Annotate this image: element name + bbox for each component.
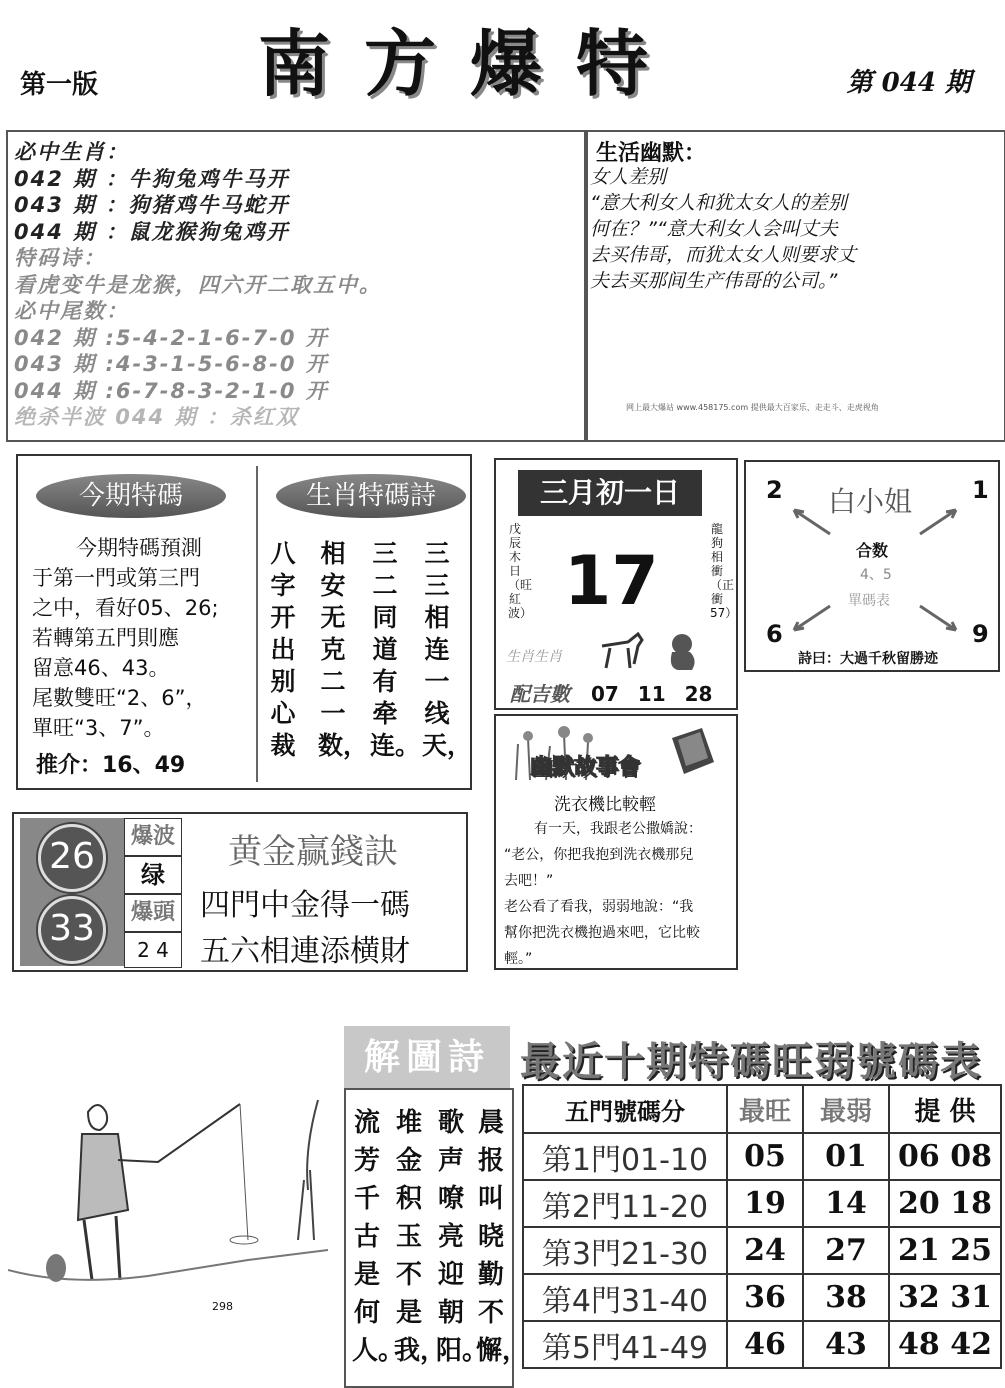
humor-title: 生活幽默： (596, 141, 707, 166)
gold-title: 黄金赢錢訣 (228, 832, 398, 872)
masthead-title: 南方爆特 (257, 21, 682, 106)
hot-number: 33 (38, 896, 106, 964)
humor-line: “意大利女人和犹太女人的差别 (590, 192, 847, 214)
table-cell: 36 (727, 1274, 803, 1321)
zodiac-poem-column: 三三相连一线天， (422, 539, 473, 760)
corner-number: 6 (766, 620, 783, 648)
this-period-panel (16, 454, 472, 790)
lucky-label: 配吉數 (510, 682, 570, 706)
tips-line: 042 期 ：牛狗兔鸡牛马开 (14, 166, 290, 191)
tips-line: 特码诗： (14, 246, 106, 270)
story-line: 去吧！” (504, 873, 554, 889)
hot-number: 26 (38, 824, 106, 892)
tips-line: 042 期 :5-4-2-1-6-7-0 开 (14, 325, 329, 350)
sum-subtitle: 單碼表 (848, 593, 890, 609)
value-cell: 2 4 (124, 932, 182, 968)
tips-line: 043 期 ：狗猪鸡牛马蛇开 (14, 193, 290, 217)
table-cell: 43 (803, 1321, 889, 1368)
table-cell: 第2門11-20 (523, 1180, 727, 1227)
tips-line: 必中尾数： (14, 299, 129, 323)
table-row (523, 1180, 1001, 1227)
poem-column: 堆金积玉不是我， (394, 1108, 447, 1366)
table-cell: 第5門41-49 (523, 1321, 727, 1368)
edition-label: 第一版 (20, 70, 99, 100)
value-cell: 绿 (124, 856, 182, 894)
table-cell: 32 31 (889, 1274, 1001, 1321)
table-cell: 48 42 (889, 1321, 1001, 1368)
table-header-row (523, 1085, 1001, 1133)
prediction-line: 今期特碼預測 (76, 536, 202, 560)
table-cell: 19 (727, 1180, 803, 1227)
table-row (523, 1227, 1001, 1274)
tips-panel (6, 130, 588, 442)
table-header: 五門號碼分 (523, 1085, 727, 1133)
poem-column: 歌声嘹亮迎朝阳。 (436, 1108, 489, 1366)
table-cell: 21 25 (889, 1227, 1001, 1274)
table-header: 最弱 (803, 1085, 889, 1133)
zodiac-animals-icon (598, 628, 708, 674)
humor-line: 女人差别 (590, 166, 667, 188)
story-line: 老公看了看我，弱弱地說：“我 (504, 899, 694, 915)
label-cell: 爆頭 (124, 894, 182, 932)
tips-line: 绝杀半波 044 期 ：杀红双 (14, 405, 299, 429)
sum-value: 4、5 (860, 567, 892, 583)
lunar-date: 三月初一日 (518, 470, 702, 516)
table-row (523, 1133, 1001, 1180)
page-number: 298 (212, 1300, 233, 1313)
tips-line: 必中生肖： (14, 140, 129, 164)
prediction-line: 尾數雙旺“2、6”， (32, 686, 207, 710)
corner-number: 9 (972, 620, 989, 648)
table-header: 最旺 (727, 1085, 803, 1133)
lucky-numbers (510, 678, 712, 707)
label-cell: 爆波 (124, 818, 182, 856)
miss-bai-poem: 詩曰：大過千秋留勝迹 (798, 651, 938, 667)
poem-column: 晨报叫晓勤不懈， (476, 1108, 529, 1366)
tips-line: 044 期 ：鼠龙猴狗兔鸡开 (14, 219, 290, 244)
table-cell: 20 18 (889, 1180, 1001, 1227)
table-cell: 46 (727, 1321, 803, 1368)
table-cell: 27 (803, 1227, 889, 1274)
humor-footer: 网上最大爆站 www.458175.com 提供最大百家乐、走走斗、走虎视角 (626, 403, 879, 412)
corner-number: 2 (766, 476, 783, 504)
table-row (523, 1321, 1001, 1368)
table-cell: 05 (727, 1133, 803, 1180)
story-line: 幫你把洗衣機抱過來吧，它比較 (504, 925, 700, 941)
tips-line: 看虎变牛是龙猴，四六开二取五中。 (14, 272, 382, 297)
numbers-table (522, 1084, 1002, 1369)
gold-line: 五六相連添横財 (200, 934, 410, 969)
story-line: “老公，你把我抱到洗衣機那兒 (504, 847, 694, 863)
corner-number: 1 (972, 476, 989, 504)
recommend-numbers: 推介：16、49 (36, 753, 186, 778)
calendar-right-note: 龍狗相衝（正衝57） (710, 522, 738, 620)
zodiac-poem-column: 相安无克二一数， (318, 539, 369, 760)
zodiac-poem-column: 八字开出别心裁 (270, 539, 296, 760)
gold-line: 四門中金得一碼 (200, 888, 410, 923)
table-row (523, 1274, 1001, 1321)
panel-divider (256, 466, 258, 782)
story-line: 有一天，我跟老公撒嬌說： (534, 821, 702, 837)
table-cell: 24 (727, 1227, 803, 1274)
story-title: 幽默故事會 (530, 755, 641, 780)
prediction-line: 留意46、43。 (32, 656, 170, 680)
lucky-number: 07 (590, 682, 619, 706)
zodiac-poem-pill: 生肖特碼詩 (276, 474, 466, 518)
poem-column: 流芳千古是何人。 (352, 1108, 405, 1366)
miss-bai-title: 白小姐 (828, 485, 913, 518)
humor-line: 夫去买那间生产伟哥的公司。” (590, 270, 838, 292)
table-cell: 38 (803, 1274, 889, 1321)
fisherman-illustration (8, 1090, 338, 1310)
book-icon (668, 726, 718, 778)
humor-line: 何在？”“意大利女人会叫丈夫 (590, 218, 838, 240)
calendar-stamp: 生肖生肖 (506, 649, 562, 665)
humor-line: 去买伟哥，而犹太女人则要求丈 (590, 244, 857, 266)
tips-line: 043 期 :4-3-1-5-6-8-0 开 (14, 352, 329, 376)
table-cell: 01 (803, 1133, 889, 1180)
table-cell: 06 08 (889, 1133, 1001, 1180)
calendar-left-note: 戊辰木日（旺紅波） (508, 522, 533, 620)
tips-line: 044 期 :6-7-8-3-2-1-0 开 (14, 378, 329, 403)
story-line: 輕。” (504, 951, 533, 967)
table-title: 最近十期特碼旺弱號碼表 (520, 1039, 982, 1085)
zodiac-poem-column: 三二同道有牵连。 (370, 539, 421, 760)
lucky-number: 11 (637, 682, 666, 706)
story-panel (494, 714, 738, 970)
table-cell: 第1門01-10 (523, 1133, 727, 1180)
sum-label: 合数 (856, 541, 889, 560)
this-period-pill: 今期特碼 (36, 474, 226, 518)
calendar-panel (494, 458, 738, 710)
prediction-line: 于第一門或第三門 (32, 566, 200, 590)
humor-panel (584, 130, 1005, 442)
table-cell: 第4門31-40 (523, 1274, 727, 1321)
table-header: 提 供 (889, 1085, 1001, 1133)
miss-bai-panel (744, 460, 1000, 672)
prediction-line: 單旺“3、7”。 (32, 716, 165, 740)
story-subtitle: 洗衣機比較輕 (554, 795, 656, 815)
gold-panel (12, 812, 468, 972)
lucky-number: 28 (684, 682, 713, 706)
prediction-line: 之中，看好05、26; (32, 596, 219, 620)
table-cell: 14 (803, 1180, 889, 1227)
calendar-day: 17 (564, 542, 659, 621)
poem-panel (344, 1088, 529, 1388)
prediction-line: 若轉第五門則應 (32, 626, 179, 650)
poem-title: 解圖詩 (344, 1026, 510, 1088)
issue-number: 第 044 期 (846, 68, 971, 98)
table-cell: 第3門21-30 (523, 1227, 727, 1274)
